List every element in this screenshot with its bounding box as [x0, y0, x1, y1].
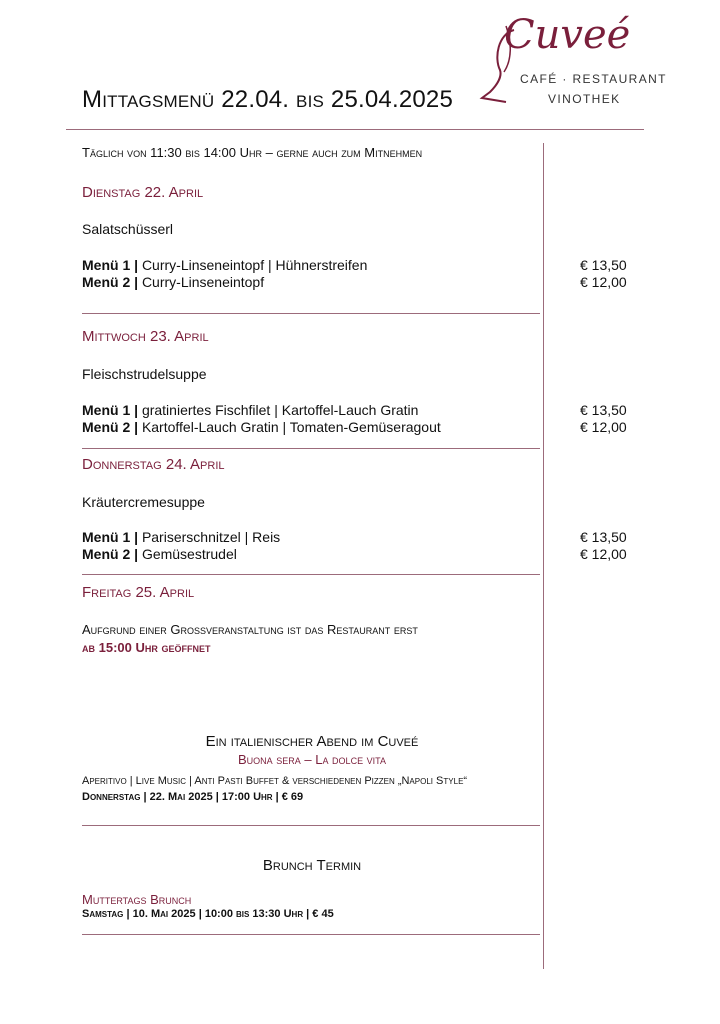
section-divider — [82, 313, 540, 314]
menu-line — [82, 546, 237, 562]
menu-label: Menü 1 | — [82, 257, 139, 273]
day-title-tuesday: Dienstag 22. April — [82, 184, 204, 201]
opening-time-notice: ab 15:00 Uhr geöffnet — [82, 640, 211, 655]
brunch-name: Muttertags Brunch — [82, 892, 192, 907]
event-date: Donnerstag | 22. Mai 2025 | 17:00 Uhr | € 69 — [82, 791, 304, 803]
menu-label: Menü 2 | — [82, 546, 139, 562]
soup-thursday: Kräutercremesuppe — [82, 494, 205, 510]
logo-line1: CAFÉ · RESTAURANT — [520, 72, 667, 86]
menu-price: € 12,00 — [580, 419, 627, 435]
event-details: Aperitivo | Live Music | Anti Pasti Buffet & verschiedenen Pizzen „Napoli Style“ — [82, 775, 468, 787]
brunch-heading: Brunch Termin — [262, 857, 362, 874]
closure-notice: Aufgrund einer Großveranstaltung ist das Restaurant erst — [82, 622, 418, 637]
section-divider — [82, 825, 540, 826]
brunch-date: Samstag | 10. Mai 2025 | 10:00 bis 13:30 Uhr | € 45 — [82, 908, 334, 920]
opening-hours-note: Täglich von 11:30 bis 14:00 Uhr – gerne auch zum Mitnehmen — [82, 145, 423, 160]
menu-line — [82, 402, 418, 418]
menu-label: Menü 1 | — [82, 529, 139, 545]
menu-line — [82, 257, 367, 273]
section-divider — [82, 448, 540, 449]
logo-line2: VINOTHEK — [548, 92, 621, 106]
menu-dish: Curry-Linseneintopf — [141, 274, 265, 290]
day-title-friday: Freitag 25. April — [82, 584, 195, 601]
event-title: Ein italienischer Abend im Cuveé — [205, 733, 419, 750]
menu-price: € 13,50 — [580, 529, 627, 545]
menu-price: € 13,50 — [580, 257, 627, 273]
logo — [476, 12, 667, 112]
menu-dish: Gemüsestrudel — [141, 546, 237, 562]
event-subtitle: Buona sera – La dolce vita — [237, 752, 387, 767]
column-divider — [543, 143, 544, 969]
soup-wednesday: Fleischstrudelsuppe — [82, 366, 207, 382]
soup-tuesday: Salatschüsserl — [82, 221, 174, 237]
menu-line — [82, 529, 280, 545]
menu-line — [82, 274, 264, 290]
day-title-thursday: Donnerstag 24. April — [82, 456, 225, 473]
day-title-wednesday: Mittwoch 23. April — [82, 328, 209, 345]
section-divider — [82, 934, 540, 935]
menu-price: € 13,50 — [580, 402, 627, 418]
menu-price: € 12,00 — [580, 546, 627, 562]
menu-line — [82, 419, 441, 435]
menu-label: Menü 2 | — [82, 274, 139, 290]
logo-script: Cuveé — [504, 12, 631, 58]
menu-dish: gratiniertes Fischfilet | Kartoffel-Lauch Gratin — [141, 402, 419, 418]
menu-dish: Curry-Linseneintopf | Hühnerstreifen — [141, 257, 368, 273]
menu-price: € 12,00 — [580, 274, 627, 290]
page-title: Mittagsmenü 22.04. bis 25.04.2025 — [82, 86, 454, 113]
menu-label: Menü 1 | — [82, 402, 139, 418]
section-divider — [82, 574, 540, 575]
menu-dish: Kartoffel-Lauch Gratin | Tomaten-Gemüseragout — [141, 419, 441, 435]
menu-label: Menü 2 | — [82, 419, 139, 435]
menu-dish: Pariserschnitzel | Reis — [141, 529, 281, 545]
header-divider — [66, 129, 644, 130]
